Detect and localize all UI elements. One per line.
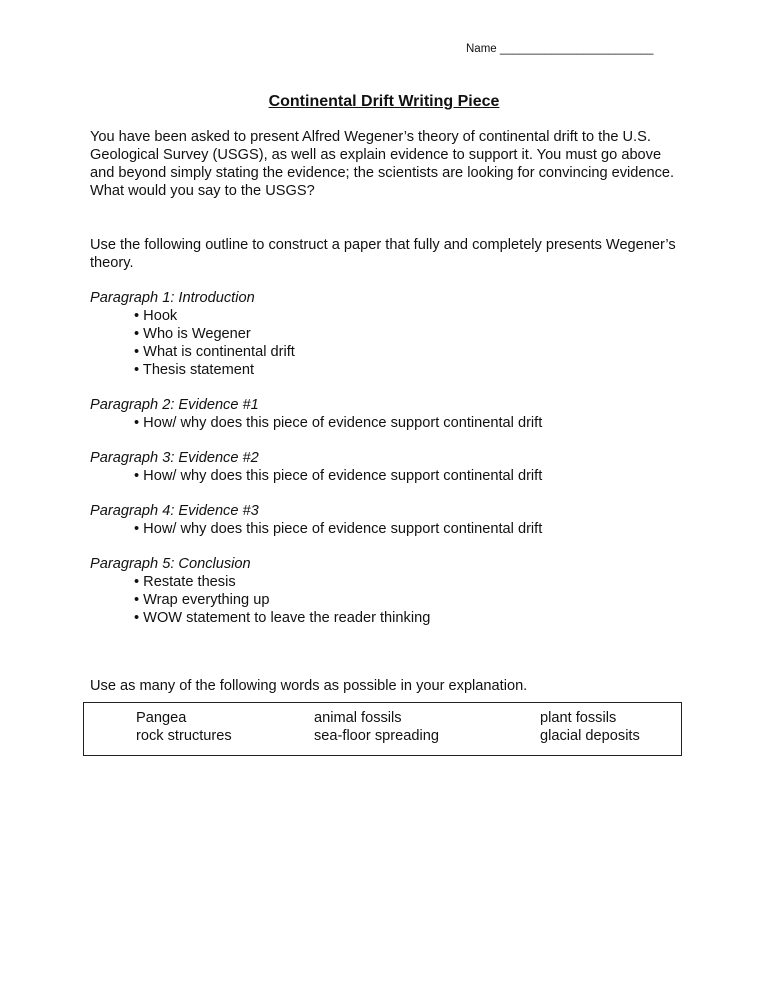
word-bank-term: rock structures — [136, 728, 232, 744]
bullet-list — [90, 467, 680, 485]
list-item: • Who is Wegener — [134, 326, 251, 342]
section-heading: Paragraph 5: Conclusion — [90, 556, 251, 572]
section-heading: Paragraph 2: Evidence #1 — [90, 397, 259, 413]
word-bank-column — [136, 709, 232, 745]
word-bank-box — [83, 702, 682, 756]
outline-section-4 — [90, 502, 680, 538]
list-item: • Hook — [134, 308, 178, 324]
section-heading: Paragraph 3: Evidence #2 — [90, 450, 259, 466]
list-item: • Restate thesis — [134, 574, 236, 590]
outline-instruction: Use the following outline to construct a paper that fully and completely presents Wegener’s theory. — [90, 237, 676, 271]
outline-section-2 — [90, 396, 680, 432]
outline-section-1 — [90, 289, 680, 379]
list-item: • WOW statement to leave the reader thinking — [134, 610, 431, 626]
outline-section-5 — [90, 555, 680, 627]
bullet-list — [90, 520, 680, 538]
section-heading: Paragraph 4: Evidence #3 — [90, 503, 259, 519]
word-bank-term: plant fossils — [540, 710, 617, 726]
page-title: Continental Drift Writing Piece — [268, 93, 500, 110]
word-bank-instruction: Use as many of the following words as possible in your explanation. — [90, 678, 528, 694]
list-item: • Thesis statement — [134, 362, 255, 378]
word-bank-term: glacial deposits — [540, 728, 640, 744]
word-bank-column — [540, 709, 640, 745]
bullet-list — [90, 573, 680, 627]
list-item: • How/ why does this piece of evidence support continental drift — [134, 415, 543, 431]
bullet-list — [90, 307, 680, 379]
bullet-list — [90, 414, 680, 432]
paragraph-outline — [90, 289, 680, 644]
list-item: • Wrap everything up — [134, 592, 270, 608]
word-bank-term: animal fossils — [314, 710, 402, 726]
list-item: • What is continental drift — [134, 344, 295, 360]
section-heading: Paragraph 1: Introduction — [90, 290, 255, 306]
list-item: • How/ why does this piece of evidence support continental drift — [134, 468, 543, 484]
name-field-line[interactable]: Name ________________________ — [466, 43, 654, 55]
list-item: • How/ why does this piece of evidence support continental drift — [134, 521, 543, 537]
intro-paragraph: You have been asked to present Alfred Wegener’s theory of continental drift to the U.S. Geological Survey (USGS), as well as explain evidence to support it. You must go above and beyond simply stating the evidence; the scientists are looking for convincing evidence. What would you say to the USGS? — [90, 129, 675, 199]
outline-section-3 — [90, 449, 680, 485]
word-bank-column — [314, 709, 439, 745]
word-bank-term: Pangea — [136, 710, 187, 726]
word-bank-term: sea-floor spreading — [314, 728, 439, 744]
